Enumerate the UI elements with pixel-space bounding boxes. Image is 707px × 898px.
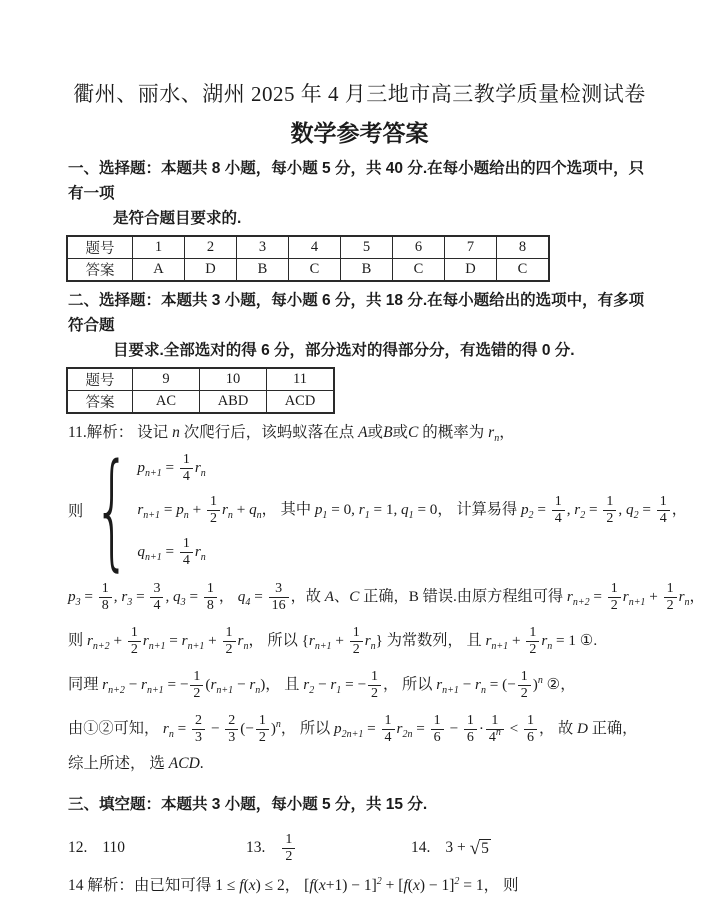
- answer-14-label: 14.: [411, 839, 431, 856]
- question-number-cell: 7: [445, 236, 497, 259]
- section2-heading-line2: 目要求.全部选对的得 6 分，部分选对的得部分分，有选错的得 0 分.: [113, 342, 575, 359]
- answer-13-value: $\frac{1}{2}$: [280, 827, 297, 869]
- table-row: [67, 391, 334, 414]
- section2-heading: [68, 288, 651, 363]
- system-equation-1: $p_{n+1}$ = $\frac{1}{4}$ $r_n$: [137, 452, 206, 485]
- answer-12: [68, 827, 246, 869]
- answer-14-value: 3 + √ 5: [445, 838, 489, 859]
- system-brace-icon: {: [94, 436, 131, 583]
- question-number-cell: 6: [393, 236, 445, 259]
- question-number-cell: 3: [237, 236, 289, 259]
- table-row: [67, 368, 334, 391]
- answer-cell: C: [289, 259, 341, 282]
- answer-cell: A: [133, 259, 185, 282]
- table-row: [67, 259, 549, 282]
- question-number-cell: 10: [200, 368, 267, 391]
- system-prefix: 则: [68, 502, 84, 520]
- solution14-intro: 14 解析：由已知可得 1 ≤ f(x) ≤ 2， $[f(x+1) - 1]^2 + [f(x) - 1]^2 = 1$， 则: [68, 876, 519, 894]
- exam-subtitle: 数学参考答案: [290, 120, 429, 146]
- answer-cell: AC: [133, 391, 200, 414]
- solution11-intro: 11.解析： 设记 n 次爬行后，该蚂蚁落在点 A或B或C 的概率为 $r_n$，: [68, 424, 515, 444]
- multi-select-answer-table: [66, 367, 335, 414]
- answer-13-label: 13.: [246, 839, 266, 856]
- question-number-cell: 9: [133, 368, 200, 391]
- solution11-step-3: 同理 $r_{n+2} - r_{n+1}$ = − $\frac{1}{2}$ $(r_{n+1} - r_n)$， 且 $r_2 - r_1$ = − $\frac{1}{2}$ ， 所以 $r_{n+1} - r_n$ = (− $\frac{1}{2}$ )$^n$ ②，: [68, 669, 576, 702]
- question-number-cell: 11: [267, 368, 335, 391]
- answer-12-label: 12.: [68, 839, 88, 856]
- row-header-cell: 答案: [67, 391, 133, 414]
- section1-heading-line2: 是符合题目要求的.: [113, 210, 242, 227]
- solution11-step-4: 由①②可知， $r_n$ = $\frac{2}{3}$ − $\frac{2}{3}$ (− $\frac{1}{2}$ )$^n$， 所以 $p_{2n+1}$ = $\frac{1}{4}$ $r_{2n}$ = $\frac{1}{6}$ − $\frac{1}{6}$ · $\frac{1}{4^n}$ < $\frac{1}{6}$ ， 故 D 正确，: [68, 713, 638, 746]
- answer-12-value: 110: [102, 839, 126, 856]
- solution11-step-1: $p_3$ = $\frac{1}{8}$ , $r_3$ = $\frac{3}{4}$ , $q_3$ = $\frac{1}{8}$ ， $q_4$ = $\frac{3}{16}$ ，故 A、C 正确，B 错误.由原方程组可得 $r_{n+2}$ = $\frac{1}{2}$ $r_{n+1}$ + $\frac{1}{2}$ $r_n$，: [68, 581, 705, 614]
- solution11-conclusion: 综上所述， 选 ACD.: [68, 755, 204, 772]
- row-header-cell: 题号: [67, 368, 133, 391]
- table-row: [67, 236, 549, 259]
- question-number-cell: 8: [497, 236, 550, 259]
- section2-heading-line1: 二、选择题：本题共 3 小题，每小题 6 分，共 18 分.在每小题给出的选项中，有多项符合题: [68, 292, 645, 334]
- answer-cell: D: [445, 259, 497, 282]
- exam-title: 衢州、丽水、湖州 2025 年 4 月三地市高三教学质量检测试卷: [73, 82, 646, 106]
- answer-cell: ACD: [267, 391, 335, 414]
- answer-cell: ABD: [200, 391, 267, 414]
- answer-cell: B: [341, 259, 393, 282]
- row-header-cell: 答案: [67, 259, 133, 282]
- answer-14: [411, 827, 491, 869]
- row-header-cell: 题号: [67, 236, 133, 259]
- answer-cell: D: [185, 259, 237, 282]
- question-number-cell: 2: [185, 236, 237, 259]
- answer-cell: C: [393, 259, 445, 282]
- solution11-system: [68, 436, 687, 583]
- question-number-cell: 1: [133, 236, 185, 259]
- system-equations: [137, 447, 687, 573]
- section1-heading: [68, 156, 651, 231]
- section3-heading: 三、填空题：本题共 3 小题，每小题 5 分，共 15 分.: [68, 796, 428, 813]
- solution11-step-2: 则 $r_{n+2}$ + $\frac{1}{2}$ $r_{n+1} = r_{n+1}$ + $\frac{1}{2}$ $r_n$， 所以 {$r_{n+1}$ + $\frac{1}{2}$ $r_n$} 为常数列， 且 $r_{n+1}$ + $\frac{1}{2}$ $r_n = 1$ ①.: [68, 625, 598, 658]
- answer-13: [246, 827, 411, 869]
- answer-cell: C: [497, 259, 550, 282]
- question-number-cell: 4: [289, 236, 341, 259]
- mcq-answer-table: [66, 235, 550, 282]
- fill-in-answers-row: [68, 827, 651, 869]
- question-number-cell: 5: [341, 236, 393, 259]
- section1-heading-line1: 一、选择题：本题共 8 小题，每小题 5 分，共 40 分.在每小题给出的四个选项中，只有一项: [68, 160, 645, 202]
- answer-cell: B: [237, 259, 289, 282]
- system-equation-3: $q_{n+1}$ = $\frac{1}{4}$ $r_n$: [137, 536, 206, 569]
- system-equation-2: $r_{n+1} = p_n$ + $\frac{1}{2}$ $r_n + q_n$， 其中 $p_1 = 0$, $r_1 = 1$, $q_1 = 0$， 计算易得 $p_2$ = $\frac{1}{4}$ , $r_2$ = $\frac{1}{2}$ , $q_2$ = $\frac{1}{4}$ ，: [137, 494, 687, 527]
